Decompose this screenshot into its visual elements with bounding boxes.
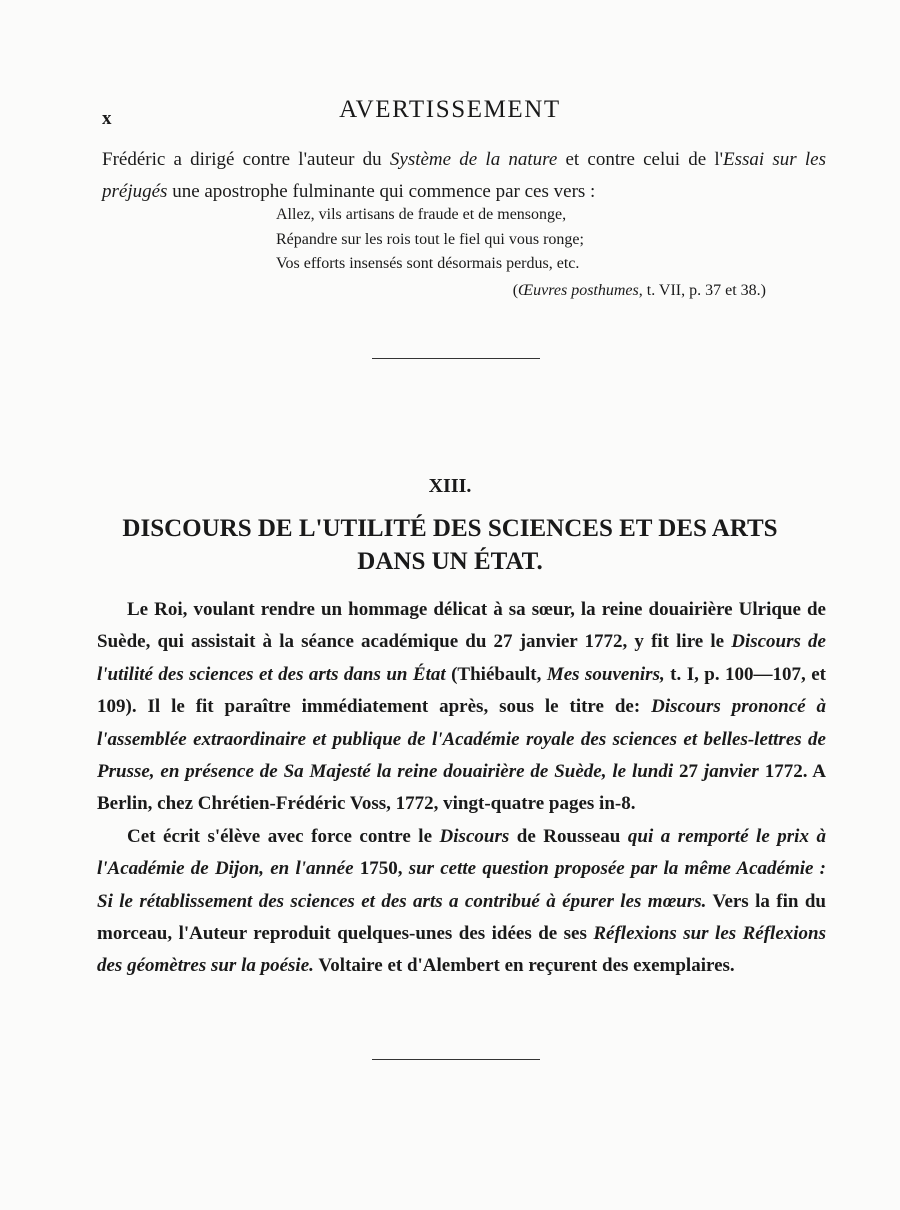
intro-text: une apostrophe fulminante qui commence par ces vers :: [167, 181, 596, 202]
verse-line: Vos efforts insensés sont désormais perdus, etc.: [276, 255, 580, 272]
verse-line: Allez, vils artisans de fraude et de mensonge,: [276, 206, 567, 223]
intro-paragraph: [102, 144, 826, 208]
section-title: [0, 512, 900, 578]
intro-title: Essai sur les préjugés: [102, 149, 826, 202]
verse-quotation: [276, 203, 584, 277]
section-title-line: DANS UN ÉTAT.: [357, 548, 543, 575]
verse-citation: (Œuvres posthumes, t. VII, p. 37 et 38.): [512, 282, 766, 299]
section-divider: [372, 358, 540, 359]
section-body: [97, 594, 826, 983]
body-paragraph: Le Roi, voulant rendre un hommage délicat à sa sœur, la reine douairière Ulrique de Suède, qui assistait à la séance académique du 27 janvier 1772, y fit lire le Discours de l'utilité des sciences et des arts dans un État (Thiébault, Mes souvenirs, t. I, p. 100—107, et 109). Il le fit paraître immédiatement après, sous le titre de: Discours prononcé à l'assemblée extraordinaire et publique de l'Académie royale des sciences et belles-lettres de Prusse, en présence de Sa Majesté la reine douairière de Suède, le lundi 27 janvier 1772. A Berlin, chez Chrétien-Frédéric Voss, 1772, vingt-quatre pages in-8.: [97, 599, 827, 815]
intro-text: et contre celui de l': [557, 149, 724, 170]
section-number: XIII.: [428, 475, 472, 497]
closing-divider: [372, 1059, 540, 1060]
section-title-line: DISCOURS DE L'UTILITÉ DES SCIENCES ET DES ARTS: [122, 515, 778, 542]
running-title: AVERTISSEMENT: [339, 96, 561, 123]
intro-text: Frédéric a dirigé contre l'auteur du: [102, 149, 390, 170]
body-paragraph: Cet écrit s'élève avec force contre le Discours de Rousseau qui a remporté le prix à l'Académie de Dijon, en l'année 1750, sur cette question proposée par la même Académie : Si le rétablissement des sciences et des arts a contribué à épurer les mœurs. Vers la fin du morceau, l'Auteur reproduit quelques-unes des idées de ses Réflexions sur les Réflexions des géomètres sur la poésie. Voltaire et d'Alembert en reçurent des exemplaires.: [97, 825, 826, 977]
verse-line: Répandre sur les rois tout le fiel qui vous ronge;: [276, 230, 584, 248]
page-number: x: [102, 108, 112, 129]
intro-title: Système de la nature: [389, 149, 558, 170]
running-header: [0, 96, 900, 136]
